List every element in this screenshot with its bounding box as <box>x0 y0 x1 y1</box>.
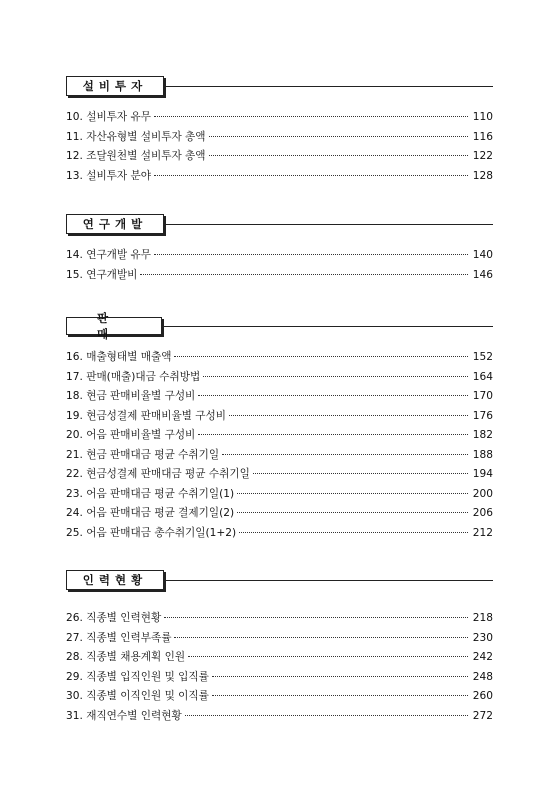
section-research-development <box>66 214 493 286</box>
dot-leader <box>174 356 468 357</box>
toc-entry[interactable] <box>66 349 493 369</box>
toc-entry-label: 26. 직종별 인력현황 <box>66 612 162 624</box>
toc-entry-page: 242 <box>472 651 493 663</box>
toc-entry[interactable] <box>66 505 493 525</box>
dot-leader <box>140 274 468 275</box>
section-title: 설비투자 <box>66 76 164 96</box>
toc-entry-label: 24. 어음 판매대금 평균 결제기일(2) <box>66 507 235 519</box>
section-title: 인력현황 <box>66 570 164 590</box>
section-sales <box>66 311 493 544</box>
toc-entry[interactable] <box>66 466 493 486</box>
toc-entry-page: 194 <box>472 468 493 480</box>
toc-entry-label: 17. 판매(매출)대금 수취방법 <box>66 370 201 383</box>
toc-entry-page: 146 <box>472 268 493 281</box>
toc-entry-label: 15. 연구개발비 <box>66 268 138 281</box>
toc-entry-page: 182 <box>472 429 493 441</box>
toc-entry-label: 25. 어음 판매대금 총수취기일(1+2) <box>66 526 237 539</box>
dot-leader <box>209 136 468 137</box>
toc-entry[interactable] <box>66 247 493 267</box>
toc-entry-label: 16. 매출형태별 매출액 <box>66 351 172 363</box>
dot-leader <box>253 473 468 474</box>
toc-entry-label: 18. 현금 판매비율별 구성비 <box>66 390 196 402</box>
toc-entry[interactable] <box>66 168 493 188</box>
dot-leader <box>188 656 468 657</box>
toc-entry-page: 164 <box>472 370 493 383</box>
section-title: 판매 <box>66 317 162 335</box>
toc-entry-page: 212 <box>472 526 493 539</box>
toc-entry[interactable] <box>66 630 493 650</box>
toc-list <box>66 247 493 286</box>
dot-leader <box>198 395 468 396</box>
toc-entry[interactable] <box>66 129 493 149</box>
toc-entry[interactable] <box>66 109 493 129</box>
dot-leader <box>222 454 468 455</box>
toc-entry-label: 10. 설비투자 유무 <box>66 111 151 123</box>
dot-leader <box>185 715 468 716</box>
toc-entry-label: 14. 연구개발 유무 <box>66 249 151 261</box>
toc-entry-label: 27. 직종별 인력부족률 <box>66 631 172 644</box>
toc-entry-label: 13. 설비투자 분야 <box>66 169 151 182</box>
toc-entry-page: 128 <box>472 169 493 182</box>
toc-entry-page: 272 <box>472 709 493 722</box>
dot-leader <box>198 434 468 435</box>
toc-entry-label: 19. 현금성결제 판매비율별 구성비 <box>66 409 226 422</box>
toc-entry-label: 29. 직종별 입직인원 및 입직률 <box>66 670 209 683</box>
toc-entry-label: 30. 직종별 이직인원 및 이직률 <box>66 690 209 702</box>
toc-entry-page: 200 <box>472 487 493 500</box>
toc-entry[interactable] <box>66 267 493 287</box>
dot-leader <box>212 695 468 696</box>
section-rule <box>162 224 493 225</box>
dot-leader <box>209 155 468 156</box>
dot-leader <box>229 415 468 416</box>
toc-entry-label: 21. 현금 판매대금 평균 수취기일 <box>66 448 220 461</box>
toc-entry-page: 110 <box>472 111 493 123</box>
toc-entry[interactable] <box>66 427 493 447</box>
toc-entry-label: 28. 직종별 채용계획 인원 <box>66 651 186 663</box>
toc-entry-page: 122 <box>472 150 493 162</box>
toc-entry-page: 152 <box>472 351 493 363</box>
toc-entry[interactable] <box>66 610 493 630</box>
toc-entry[interactable] <box>66 408 493 428</box>
toc-entry-label: 31. 재직연수별 인력현황 <box>66 709 182 722</box>
toc-entry-page: 230 <box>472 631 493 644</box>
toc-entry-page: 206 <box>472 507 493 519</box>
section-title: 연구개발 <box>66 214 164 234</box>
toc-entry[interactable] <box>66 388 493 408</box>
toc-entry[interactable] <box>66 708 493 728</box>
section-header <box>66 570 493 590</box>
dot-leader <box>164 617 468 618</box>
toc-entry-page: 140 <box>472 249 493 261</box>
toc-entry-page: 176 <box>472 409 493 422</box>
toc-entry[interactable] <box>66 688 493 708</box>
section-header <box>66 311 493 341</box>
toc-entry[interactable] <box>66 447 493 467</box>
dot-leader <box>154 254 468 255</box>
toc-entry[interactable] <box>66 148 493 168</box>
toc-entry-label: 11. 자산유형별 설비투자 총액 <box>66 130 206 143</box>
toc-entry-label: 12. 조달원천별 설비투자 총액 <box>66 150 206 162</box>
section-facility-investment <box>66 76 493 187</box>
dot-leader <box>237 493 468 494</box>
toc-entry-label: 20. 어음 판매비율별 구성비 <box>66 429 196 441</box>
section-rule <box>162 86 493 87</box>
toc-entry[interactable] <box>66 669 493 689</box>
dot-leader <box>203 376 468 377</box>
toc-entry[interactable] <box>66 649 493 669</box>
toc-list <box>66 610 493 727</box>
toc-entry-label: 22. 현금성결제 판매대금 평균 수취기일 <box>66 468 250 480</box>
toc-entry-page: 218 <box>472 612 493 624</box>
section-header <box>66 76 493 96</box>
section-workforce <box>66 570 493 727</box>
section-rule <box>162 326 493 327</box>
toc-entry-page: 116 <box>472 130 493 143</box>
toc-entry-label: 23. 어음 판매대금 평균 수취기일(1) <box>66 487 235 500</box>
toc-entry[interactable] <box>66 369 493 389</box>
toc-entry-page: 260 <box>472 690 493 702</box>
dot-leader <box>154 175 468 176</box>
toc-entry[interactable] <box>66 525 493 545</box>
toc-entry-page: 170 <box>472 390 493 402</box>
toc-entry-page: 248 <box>472 670 493 683</box>
dot-leader <box>237 512 468 513</box>
dot-leader <box>154 116 468 117</box>
dot-leader <box>174 637 468 638</box>
section-rule <box>162 580 493 581</box>
toc-list <box>66 349 493 544</box>
dot-leader <box>212 676 468 677</box>
toc-entry[interactable] <box>66 486 493 506</box>
toc-list <box>66 109 493 187</box>
dot-leader <box>239 532 468 533</box>
section-header <box>66 214 493 234</box>
toc-entry-page: 188 <box>472 448 493 461</box>
